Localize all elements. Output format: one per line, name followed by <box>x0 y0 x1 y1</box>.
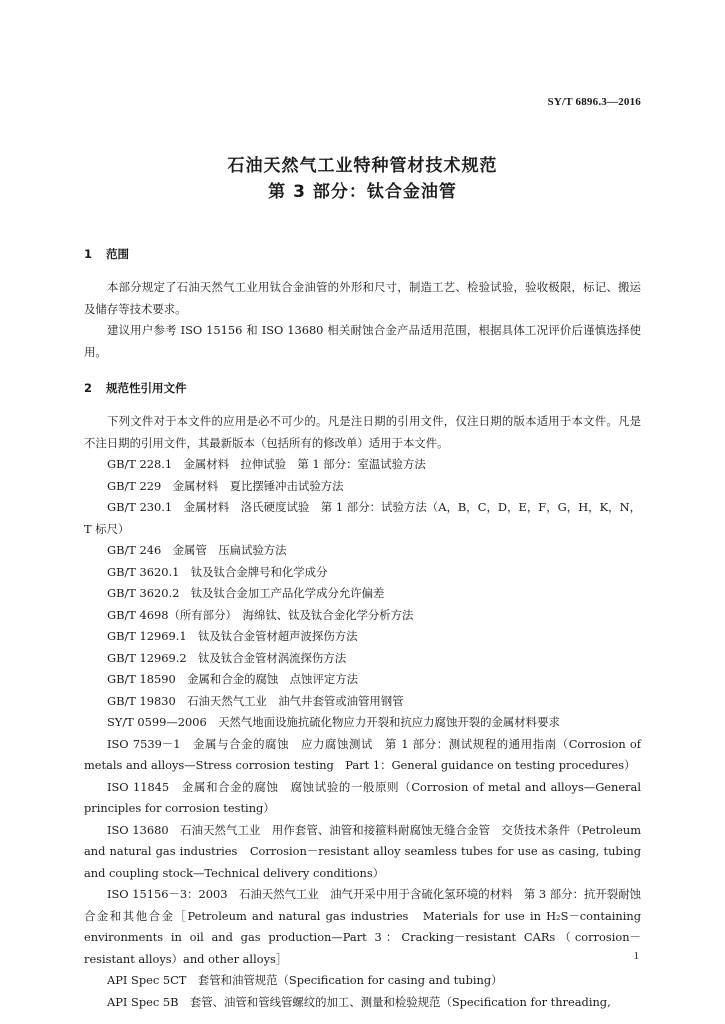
section-1-heading <box>84 246 129 262</box>
reference-item: GB/T 246 金属管 压扁试验方法 <box>107 543 287 557</box>
section-1-paragraph: 本部分规定了石油天然气工业用钛合金油管的外形和尺寸，制造工艺、检验试验，验收极限，标记、搬运及储存等技术要求。 <box>84 280 641 316</box>
reference-item: GB/T 4698（所有部分） 海绵钛、钛及钛合金化学分析方法 <box>107 607 414 622</box>
section-2-title: 规范性引用文件 <box>106 381 187 395</box>
reference-item: GB/T 18590 金属和合金的腐蚀 点蚀评定方法 <box>107 672 359 686</box>
section-1-paragraph: 建议用户参考 ISO 15156 和 ISO 13680 相关耐蚀合金产品适用范围，根据具体工况评价后谨慎选择使用。 <box>84 323 641 359</box>
reference-item: GB/T 12969.2 钛及钛合金管材涡流探伤方法 <box>107 650 347 665</box>
reference-item: GB/T 229 金属材料 夏比摆锤冲击试验方法 <box>107 478 344 493</box>
section-2-number: 2 <box>84 381 93 395</box>
reference-item: API Spec 5B 套管、油管和管线管螺纹的加工、测量和检验规范（Specification for threading, <box>107 994 611 1009</box>
reference-item: GB/T 19830 石油天然气工业 油气井套管或油管用钢管 <box>107 693 404 708</box>
document-title: 石油天然气工业特种管材技术规范 <box>227 156 498 176</box>
standard-code: SY/T 6896.3—2016 <box>547 96 641 108</box>
reference-item: GB/T 3620.1 钛及钛合金牌号和化学成分 <box>107 564 328 579</box>
document-subtitle: 第 3 部分：钛合金油管 <box>268 182 457 202</box>
reference-item: GB/T 3620.2 钛及钛合金加工产品化学成分允许偏差 <box>107 586 385 600</box>
reference-item: GB/T 12969.1 钛及钛合金管材超声波探伤方法 <box>107 629 358 643</box>
section-2-body <box>84 411 641 1013</box>
section-2-heading <box>84 380 187 396</box>
section-1-title: 范围 <box>106 247 129 261</box>
reference-item: GB/T 230.1 金属材料 洛氏硬度试验 第 1 部分：试验方法（A，B，C，D，E，F，G，H，K，N，T 标尺） <box>84 500 641 536</box>
reference-list <box>84 454 641 1013</box>
reference-item: ISO 11845 金属和合金的腐蚀 腐蚀试验的一般原则（Corrosion of metal and alloys—General principles for corrosion testing） <box>84 779 641 815</box>
section-1-body <box>84 277 641 363</box>
reference-item: ISO 13680 石油天然气工业 用作套管、油管和接箍料耐腐蚀无缝合金管 交货技术条件（Petroleum and natural gas industries Corrosion－resistant alloy seamless tubes for use as casing, tubing and coupling stock—Technical delivery conditions） <box>84 822 641 880</box>
reference-item: ISO 7539－1 金属与合金的腐蚀 应力腐蚀测试 第 1 部分：测试规程的通用指南（Corrosion of metals and alloys—Stress corrosion testing Part 1：General guidance on testing procedures） <box>84 736 641 772</box>
page-number: 1 <box>633 950 639 962</box>
reference-item: SY/T 0599—2006 天然气地面设施抗硫化物应力开裂和抗应力腐蚀开裂的金属材料要求 <box>107 715 560 729</box>
reference-item: API Spec 5CT 套管和油管规范（Specification for casing and tubing） <box>107 973 503 987</box>
section-2-intro: 下列文件对于本文件的应用是必不可少的。凡是注日期的引用文件，仅注日期的版本适用于本文件。凡是不注日期的引用文件，其最新版本（包括所有的修改单）适用于本文件。 <box>84 414 641 450</box>
reference-item: GB/T 228.1 金属材料 拉伸试验 第 1 部分：室温试验方法 <box>107 457 426 471</box>
section-1-number: 1 <box>84 247 93 261</box>
reference-item: ISO 15156－3：2003 石油天然气工业 油气开采中用于含硫化氢环境的材料 第 3 部分：抗开裂耐蚀合金和其他合金［Petroleum and natural gas industries Materials for use in H₂S－containing environments in oil and gas production—Part 3：Cracking－resistant CARs（corrosion－resistant alloys）and other alloys］ <box>84 887 641 966</box>
